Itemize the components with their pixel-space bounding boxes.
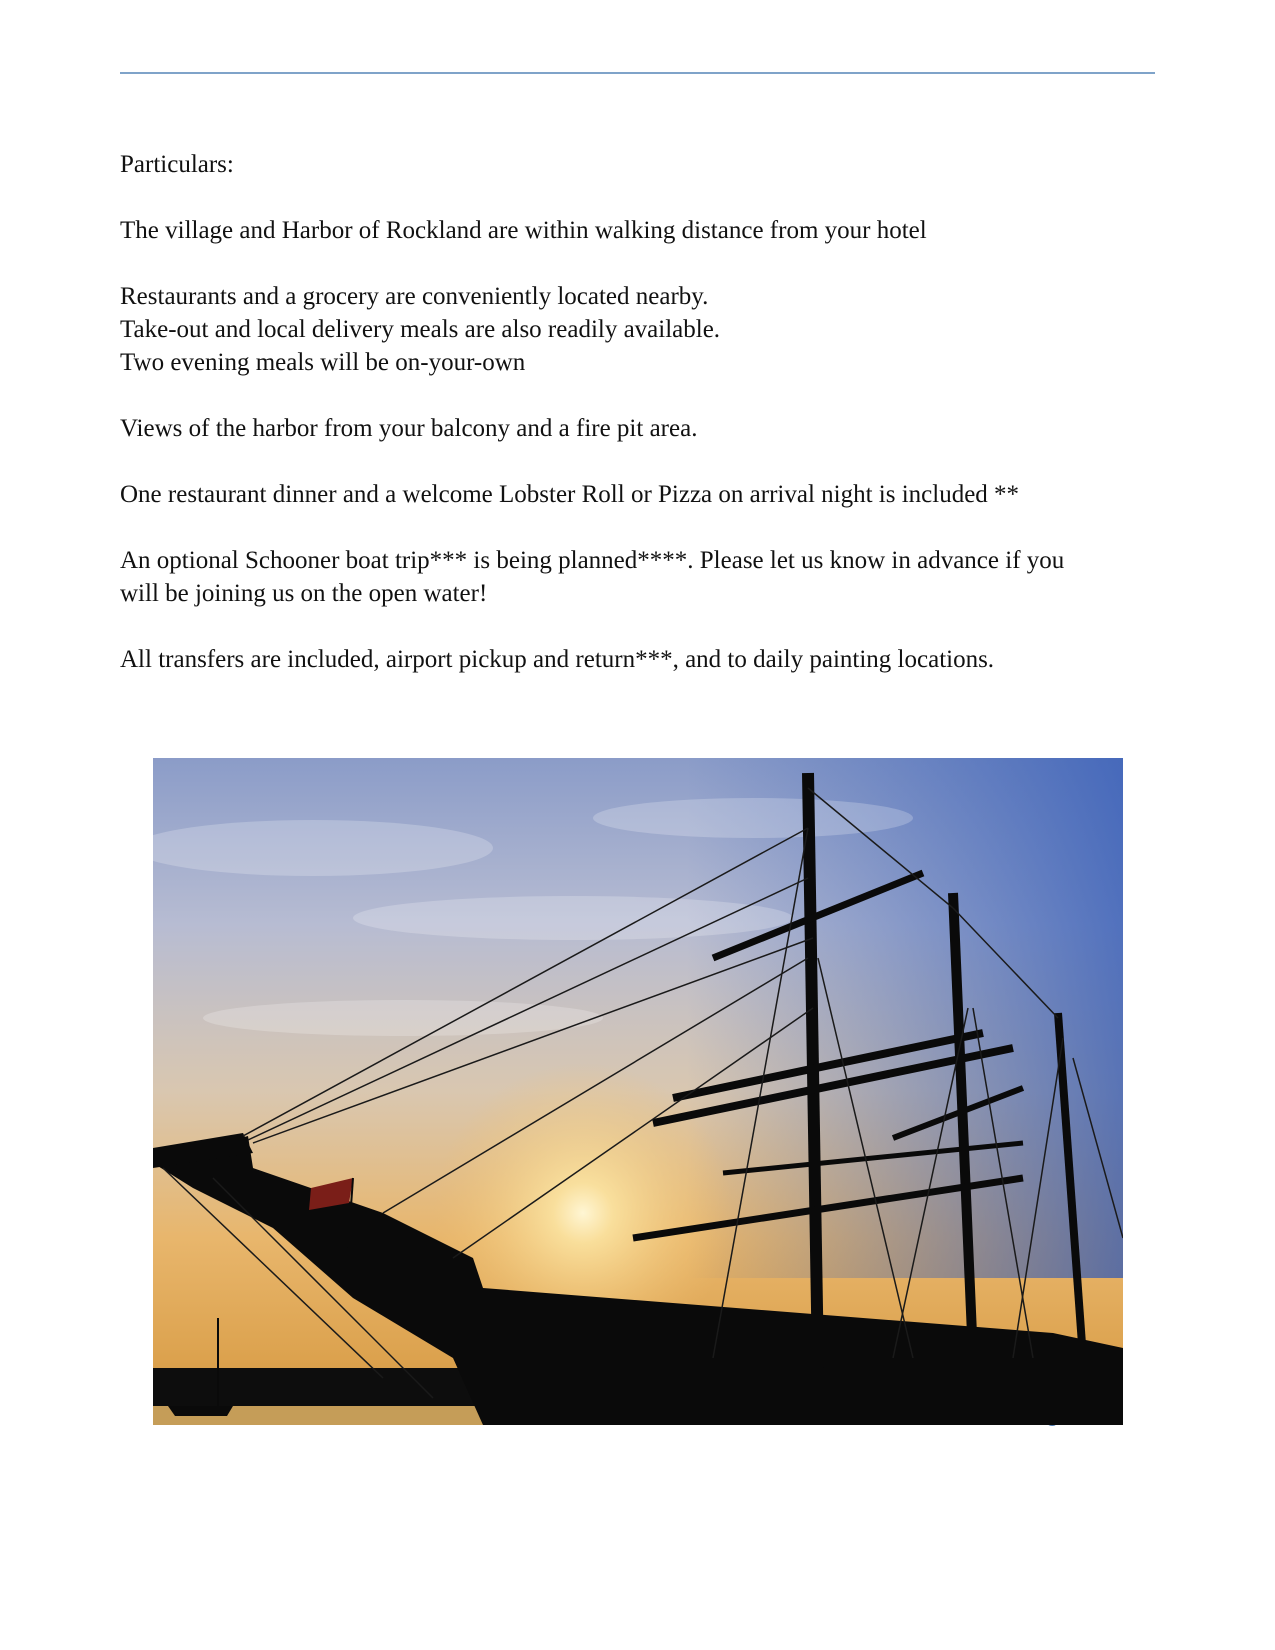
meals-line-1: Restaurants and a grocery are conveniently located nearby. [120,283,709,310]
paragraph-dinner: One restaurant dinner and a welcome Lobster Roll or Pizza on arrival night is included ** [120,481,1020,508]
tall-ship-sunset-photo [153,758,1123,1425]
schooner-line-1: An optional Schooner boat trip*** is being planned****. Please let us know in advance if you [120,547,1065,574]
paragraph-schooner [120,544,1160,610]
header-rule [120,72,1155,74]
meals-line-3: Two evening meals will be on-your-own [120,349,526,376]
paragraph-meals [120,280,1160,379]
document-body [120,148,1160,676]
schooner-line-2: will be joining us on the open water! [120,580,488,607]
particulars-heading: Particulars: [120,151,234,178]
meals-line-2: Take-out and local delivery meals are also readily available. [120,316,721,343]
paragraph-transfers: All transfers are included, airport pickup and return***, and to daily painting locations. [120,646,995,673]
paragraph-location: The village and Harbor of Rockland are within walking distance from your hotel [120,217,927,244]
paragraph-views: Views of the harbor from your balcony and a fire pit area. [120,415,698,442]
